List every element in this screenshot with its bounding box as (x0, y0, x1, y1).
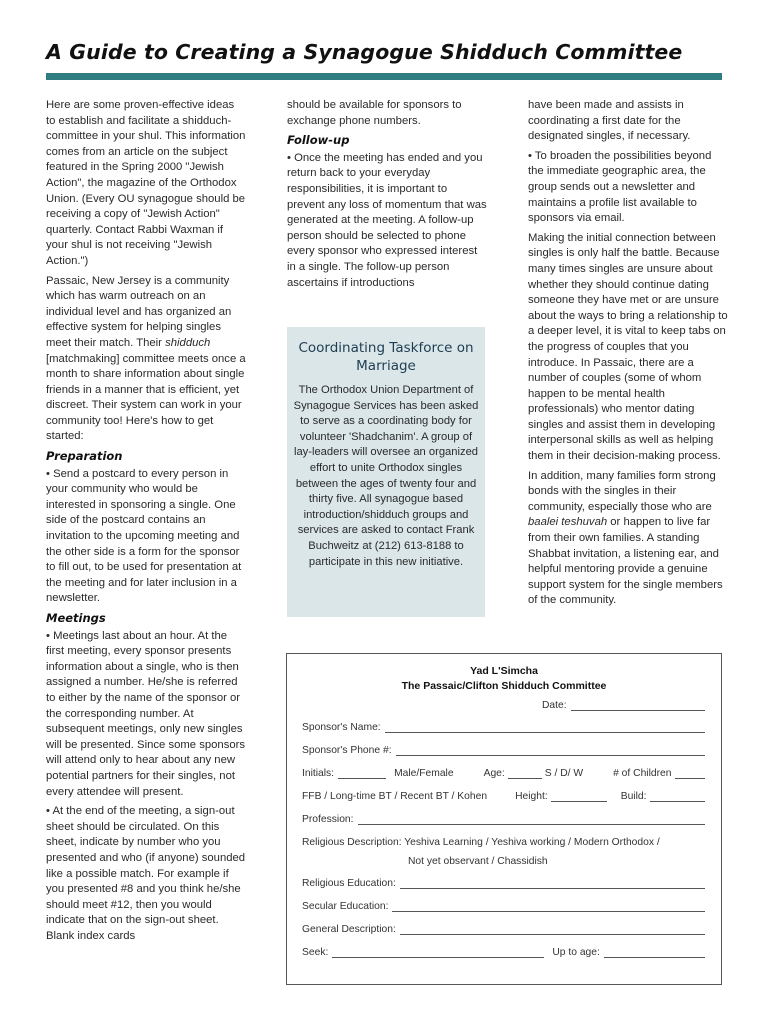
profession-row (302, 814, 705, 825)
age-field[interactable] (508, 768, 542, 779)
religious-desc-label-2: Not yet observant / Chassidish (408, 856, 548, 867)
secular-edu-row (302, 901, 705, 912)
column-1 (46, 98, 246, 948)
religious-edu-row (302, 878, 705, 889)
sponsor-name-field[interactable] (385, 722, 705, 733)
form-title-1: Yad L'Simcha (470, 665, 538, 677)
seek-label: Seek: (302, 947, 329, 958)
column-2 (287, 98, 487, 295)
up-to-age-field[interactable] (604, 947, 705, 958)
height-field[interactable] (551, 791, 607, 802)
initials-field[interactable] (338, 768, 386, 779)
column-3 (528, 98, 728, 613)
passaic-paragraph (46, 274, 246, 446)
up-to-age-label: Up to age: (552, 947, 600, 958)
title-rule (46, 73, 722, 80)
taskforce-title: Coordinating Taskforce on Marriage (298, 340, 474, 374)
height-label: Height: (515, 791, 548, 802)
general-desc-row (302, 924, 705, 935)
follow-up-heading: Follow-up (287, 133, 350, 148)
families-italic: baalei teshuvah (528, 516, 608, 529)
sponsor-name-row (302, 722, 705, 733)
follow-up-paragraph: • Once the meeting has ended and you return back to your everyday responsibilities, it is important to prevent any loss of momentum that was generated at the meeting. A follow-up person should be selected to phone every sponsor who expressed interest in a single. The follow-up person ascertains if introductions (287, 151, 487, 289)
religious-desc-row (302, 837, 705, 848)
date-field[interactable] (571, 700, 705, 711)
religious-desc-label: Religious Description: Yeshiva Learning / Yeshiva working / Modern Orthodox / (302, 837, 660, 848)
passaic-text-a: Passaic, New Jersey is a community which has warm outreach on an individual level and has organized an effective system for helping singles meet their match. Their (46, 274, 232, 349)
col2-continuation: should be available for sponsors to exchange phone numbers. (287, 99, 462, 127)
build-field[interactable] (650, 791, 705, 802)
sponsor-name-label: Sponsor's Name: (302, 722, 381, 733)
status-label: S / D/ W (544, 768, 584, 779)
taskforce-box (287, 327, 485, 617)
religious-edu-field[interactable] (400, 878, 705, 889)
seek-field[interactable] (332, 947, 544, 958)
families-paragraph (528, 469, 728, 609)
secular-edu-field[interactable] (392, 901, 705, 912)
general-desc-field[interactable] (400, 924, 705, 935)
connection-paragraph: Making the initial connection between singles is only half the battle. Because many times singles are unsure about whether they should continue dating someone they have met or are unsure about the ways to bring a relationship to a deeper level, it is vital to keep tabs on the progress of couples that you introduce. In Passaic, there are a number of couples (some of whom happen to be mental health professionals) who mentor dating singles and assist them in developing interpersonal skills as well as helping them in their decision-making process. (528, 231, 728, 463)
taskforce-body: The Orthodox Union Department of Synagogue Services has been asked to serve as a coordinating body for volunteer 'Shadchanim'. A group of lay-leaders will oversee an organized effort to unite Orthodox singles between the ages of twenty four and thirty five. All synagogue based introduction/shidduch groups and services are asked to contact Frank Buchweitz at (212) 613-8188 to participate in this new initiative. (293, 384, 479, 568)
initials-label: Initials: (302, 768, 335, 779)
date-label: Date: (542, 700, 567, 711)
page-title: A Guide to Creating a Synagogue Shidduch Committee (46, 40, 683, 64)
families-text-a: In addition, many families form strong bonds with the singles in their community, especially those who are (528, 469, 716, 513)
passaic-italic: shidduch (165, 336, 211, 349)
general-desc-label: General Description: (302, 924, 396, 935)
religious-edu-label: Religious Education: (302, 878, 396, 889)
ffb-label: FFB / Long-time BT / Recent BT / Kohen (302, 791, 488, 802)
profession-label: Profession: (302, 814, 354, 825)
col3-continuation: have been made and assists in coordinating a first date for the designated singles, if necessary. (528, 99, 691, 143)
meetings-paragraph-1: • Meetings last about an hour. At the first meeting, every sponsor presents information about a single, who is then assigned a number. He/she is referred to either by the name of the sponsor or the corresponding number. At subsequent meetings, only new singles will be presented. Since some sponsors will attend only to hear about any new potential partners for their singles, not every attendee will present. (46, 629, 246, 798)
secular-edu-label: Secular Education: (302, 901, 389, 912)
initials-row (302, 768, 705, 779)
male-female-label: Male/Female (394, 768, 454, 779)
form-title-2: The Passaic/Clifton Shidduch Committee (401, 680, 607, 692)
profession-field[interactable] (358, 814, 705, 825)
passaic-text-b: [matchmaking] committee meets once a month to share information about single friends in a manner that is efficient, yet discreet. Their system can work in your community too! Here's how to get started: (46, 352, 246, 443)
preparation-heading: Preparation (46, 449, 123, 464)
meetings-heading: Meetings (46, 611, 106, 625)
age-label: Age: (483, 768, 505, 779)
sponsor-phone-field[interactable] (396, 745, 705, 756)
families-text-b: or happen to live far from their own families. A standing Shabbat invitation, a listening ear, and helpful mentoring provide a genuine support system for the single members of the community. (528, 516, 723, 607)
intro-paragraph: Here are some proven-effective ideas to establish and facilitate a shidduch-committee in your shul. This information comes from an article on the subject featured in the Spring 2000 "Jewish Action", the magazine of the Orthodox Union. (Every OU synagogue should be receiving a copy of "Jewish Action" quarterly. Contact Rabbi Waxman if your shul is not receiving "Jewish Action.") (46, 99, 246, 267)
ffb-row (302, 791, 705, 802)
religious-desc-row-2 (408, 856, 705, 867)
sponsor-phone-label: Sponsor's Phone #: (302, 745, 392, 756)
sponsor-phone-row (302, 745, 705, 756)
broaden-paragraph: • To broaden the possibilities beyond the immediate geographic area, the group sends out a newsletter and maintains a profile list available to sponsors via email. (528, 149, 712, 225)
seek-row (302, 947, 705, 958)
preparation-paragraph: • Send a postcard to every person in your community who would be interested in sponsoring a single. One side of the postcard contains an invitation to the upcoming meeting and the other side is a form for the sponsor to fill out, to be used for presentation at the meeting and for later inclusion in a newsletter. (46, 467, 242, 605)
children-field[interactable] (675, 768, 705, 779)
sponsor-form (286, 653, 722, 985)
meetings-paragraph-2: • At the end of the meeting, a sign-out sheet should be circulated. On this sheet, indicate by number who you presented and who (if anyone) sounded like a possible match. For example if you presented #8 and you think he/she should meet #12, then you would indicate that on the sign-out sheet. Blank index cards (46, 805, 246, 942)
build-label: Build: (620, 791, 647, 802)
children-label: # of Children (613, 768, 672, 779)
date-row (542, 700, 705, 711)
